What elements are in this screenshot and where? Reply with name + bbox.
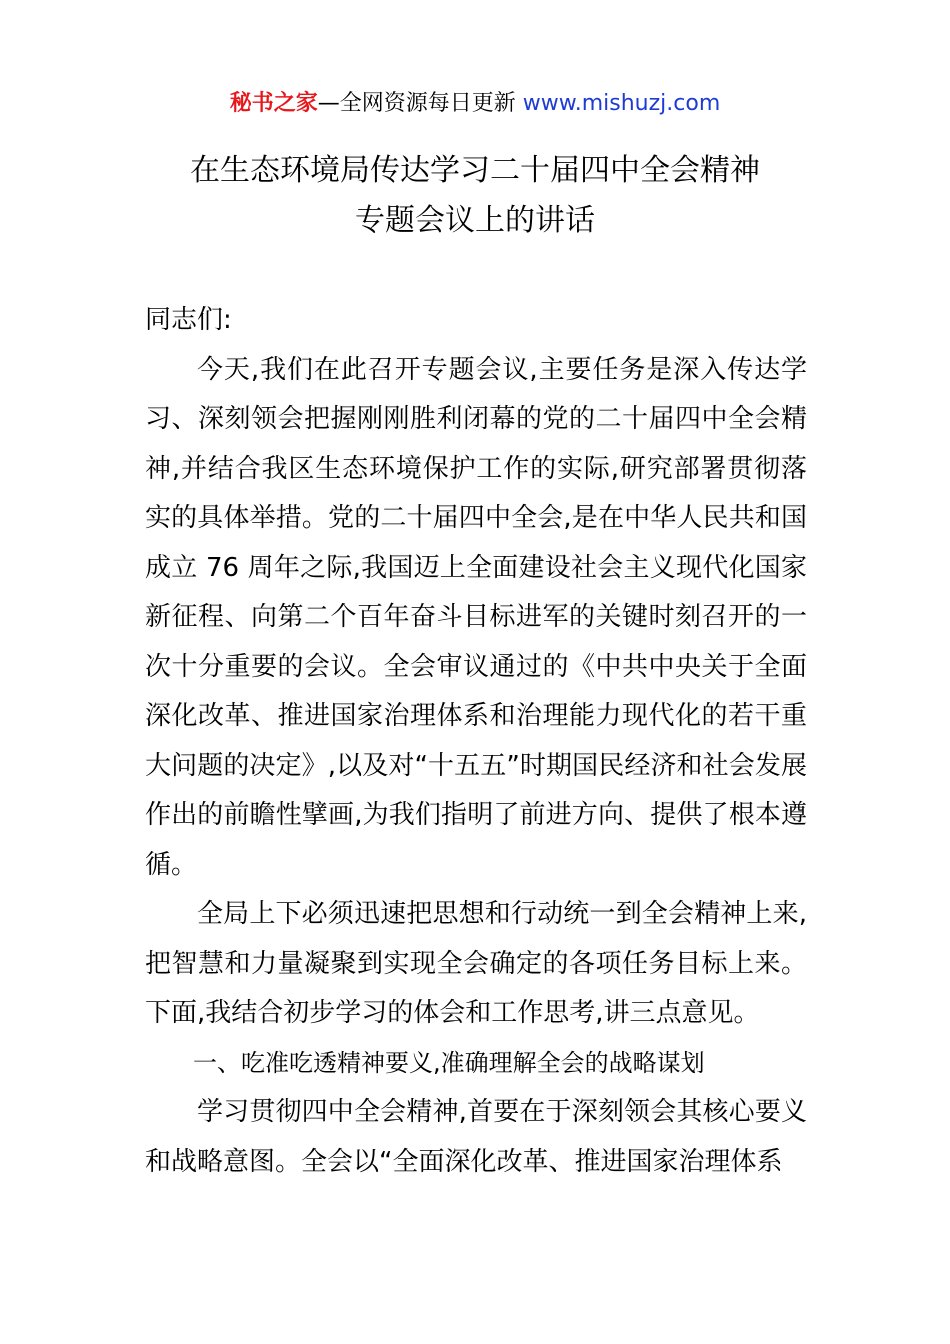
section-heading-1: 一、吃准吃透精神要义,准确理解全会的战略谋划 bbox=[193, 1048, 705, 1077]
paragraph-2: 全局上下必须迅速把思想和行动统一到全会精神上来,把智慧和力量凝聚到实现全会确定的各项任务目标上来。下面,我结合初步学习的体会和工作思考,讲三点意见。 bbox=[145, 899, 807, 1028]
title-line-1: 在生态环境局传达学习二十届四中全会精神 bbox=[190, 153, 760, 188]
document-body bbox=[145, 296, 807, 1187]
site-url-link[interactable]: www.mishuzj.com bbox=[522, 91, 721, 116]
site-brand: 秘书之家 bbox=[229, 91, 318, 116]
title-line-2: 专题会议上的讲话 bbox=[355, 203, 595, 238]
document-title bbox=[0, 146, 950, 246]
salutation: 同志们: bbox=[145, 305, 232, 335]
section-1-paragraph: 学习贯彻四中全会精神,首要在于深刻领会其核心要义和战略意图。全会以“全面深化改革、推进国家治理体系 bbox=[145, 1097, 807, 1177]
site-header bbox=[0, 88, 950, 120]
paragraph-1: 今天,我们在此召开专题会议,主要任务是深入传达学习、深刻领会把握刚刚胜利闭幕的党的二十届四中全会精神,并结合我区生态环境保护工作的实际,研究部署贯彻落实的具体举措。党的二十届四中全会,是在中华人民共和国成立 76 周年之际,我国迈上全面建设社会主义现代化国家新征程、向第二个百年奋斗目标进军的关键时刻召开的一次十分重要的会议。全会审议通过的《中共中央关于全面深化改革、推进国家治理体系和治理能力现代化的若干重大问题的决定》,以及对“十五五”时期国民经济和社会发展作出的前瞻性擘画,为我们指明了前进方向、提供了根本遵循。 bbox=[145, 354, 807, 880]
site-tagline: —全网资源每日更新 bbox=[317, 91, 523, 116]
